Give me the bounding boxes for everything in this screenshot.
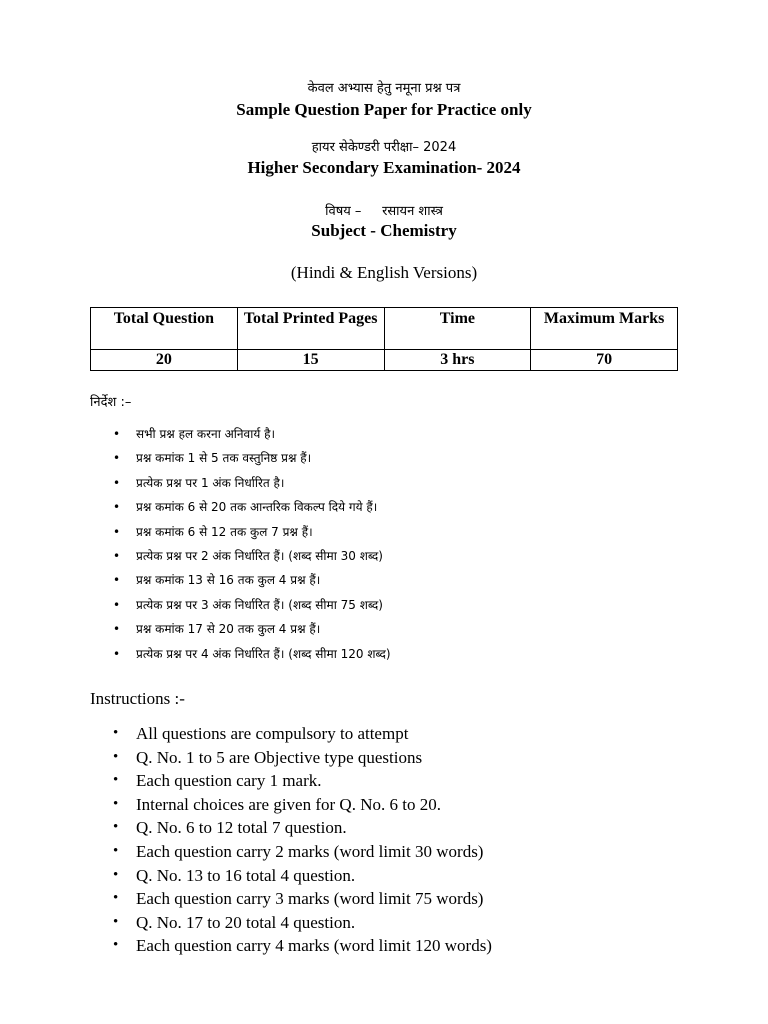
bullet-icon: •	[113, 842, 119, 859]
versions-note: (Hindi & English Versions)	[290, 263, 478, 282]
list-item-text: Each question carry 2 marks (word limit 30 words)	[136, 841, 484, 861]
hindi-directions-heading: निर्देश :–	[90, 395, 132, 410]
bullet-icon: •	[113, 937, 119, 954]
bullet-icon: •	[113, 890, 119, 907]
bullet-icon: •	[113, 597, 121, 612]
list-item	[90, 642, 391, 666]
list-item-text: प्रश्न कमांक 17 से 20 तक कुल 4 प्रश्न हैं।	[136, 622, 321, 637]
list-item-text: Each question carry 3 marks (word limit 75 words)	[136, 889, 484, 909]
list-item	[90, 911, 492, 935]
bullet-icon: •	[113, 475, 121, 490]
list-item-text: Each question cary 1 mark.	[136, 771, 322, 791]
list-item	[90, 816, 492, 840]
english-title: Sample Question Paper for Practice only	[236, 100, 532, 119]
bullet-icon: •	[113, 795, 119, 812]
bullet-icon: •	[113, 548, 121, 563]
english-exam-name: Higher Secondary Examination- 2024	[247, 158, 521, 177]
list-item	[90, 722, 492, 746]
list-item-text: Each question carry 4 marks (word limit 120 words)	[136, 936, 492, 956]
english-subject: Subject - Chemistry	[311, 221, 457, 240]
list-item	[90, 568, 391, 592]
hindi-directions-list	[90, 422, 391, 666]
list-item-text: Q. No. 17 to 20 total 4 question.	[136, 912, 356, 932]
list-item-text: प्रश्न कमांक 13 से 16 तक कुल 4 प्रश्न हैं।	[136, 573, 321, 588]
list-item-text: प्रश्न कमांक 6 से 12 तक कुल 7 प्रश्न हैं।	[136, 524, 313, 539]
bullet-icon: •	[113, 524, 121, 539]
list-item	[90, 593, 391, 617]
bullet-icon: •	[113, 646, 121, 661]
instructions-heading: Instructions :-	[90, 689, 185, 708]
list-item-text: प्रत्येक प्रश्न पर 3 अंक निर्धारित हैं। (शब्द सीमा 75 शब्द)	[136, 597, 383, 612]
list-item	[90, 471, 391, 495]
bullet-icon: •	[113, 451, 121, 466]
english-instructions-list	[90, 722, 492, 958]
bullet-icon: •	[113, 819, 119, 836]
bullet-icon: •	[113, 573, 121, 588]
list-item-text: Q. No. 13 to 16 total 4 question.	[136, 865, 356, 885]
list-item-text: प्रश्न कमांक 6 से 20 तक आन्तरिक विकल्प दिये गये हैं।	[136, 500, 378, 515]
list-item	[90, 864, 492, 888]
list-item	[90, 617, 391, 641]
bullet-icon: •	[113, 500, 121, 515]
list-item	[90, 769, 492, 793]
hindi-subject: विषय – रसायन शास्त्र	[325, 204, 443, 219]
hindi-title: केवल अभ्यास हेतु नमूना प्रश्न पत्र	[307, 81, 461, 96]
list-item	[90, 840, 492, 864]
bullet-icon: •	[113, 748, 119, 765]
exam-info-value-row	[91, 350, 678, 371]
bullet-icon: •	[113, 772, 119, 789]
value-maximum-marks: 70	[531, 350, 678, 371]
value-total-question: 20	[91, 350, 238, 371]
list-item-text: All questions are compulsory to attempt	[136, 724, 409, 743]
value-total-printed-pages: 15	[237, 350, 384, 371]
header-total-question: Total Question	[91, 308, 238, 350]
bullet-icon: •	[113, 427, 121, 441]
list-item-text: Q. No. 6 to 12 total 7 question.	[136, 818, 347, 838]
list-item	[90, 544, 391, 568]
list-item	[90, 793, 492, 817]
list-item-text: प्रत्येक प्रश्न पर 4 अंक निर्धारित हैं। (शब्द सीमा 120 शब्द)	[136, 646, 391, 661]
header-maximum-marks: Maximum Marks	[531, 308, 678, 350]
list-item-text: प्रत्येक प्रश्न पर 2 अंक निर्धारित हैं। (शब्द सीमा 30 शब्द)	[136, 548, 383, 563]
list-item	[90, 495, 391, 519]
bullet-icon: •	[113, 913, 119, 930]
list-item	[90, 422, 391, 446]
bullet-icon: •	[113, 866, 119, 883]
list-item	[90, 520, 391, 544]
header-total-printed-pages: Total Printed Pages	[237, 308, 384, 350]
header-time: Time	[384, 308, 531, 350]
list-item-text: प्रश्न कमांक 1 से 5 तक वस्तुनिष्ठ प्रश्न हैं।	[136, 451, 312, 466]
bullet-icon: •	[113, 725, 119, 741]
value-time: 3 hrs	[384, 350, 531, 371]
list-item-text: Internal choices are given for Q. No. 6 to 20.	[136, 794, 441, 814]
list-item	[90, 446, 391, 470]
exam-info-header-row	[91, 308, 678, 350]
list-item-text: सभी प्रश्न हल करना अनिवार्य है।	[136, 427, 276, 441]
exam-info-table	[90, 307, 678, 371]
list-item	[90, 934, 492, 958]
list-item-text: प्रत्येक प्रश्न पर 1 अंक निर्धारित है।	[136, 475, 285, 490]
bullet-icon: •	[113, 622, 121, 637]
hindi-exam-name: हायर सेकेण्डरी परीक्षा– 2024	[311, 140, 457, 155]
list-item-text: Q. No. 1 to 5 are Objective type questions	[136, 747, 423, 767]
list-item	[90, 746, 492, 770]
list-item	[90, 887, 492, 911]
